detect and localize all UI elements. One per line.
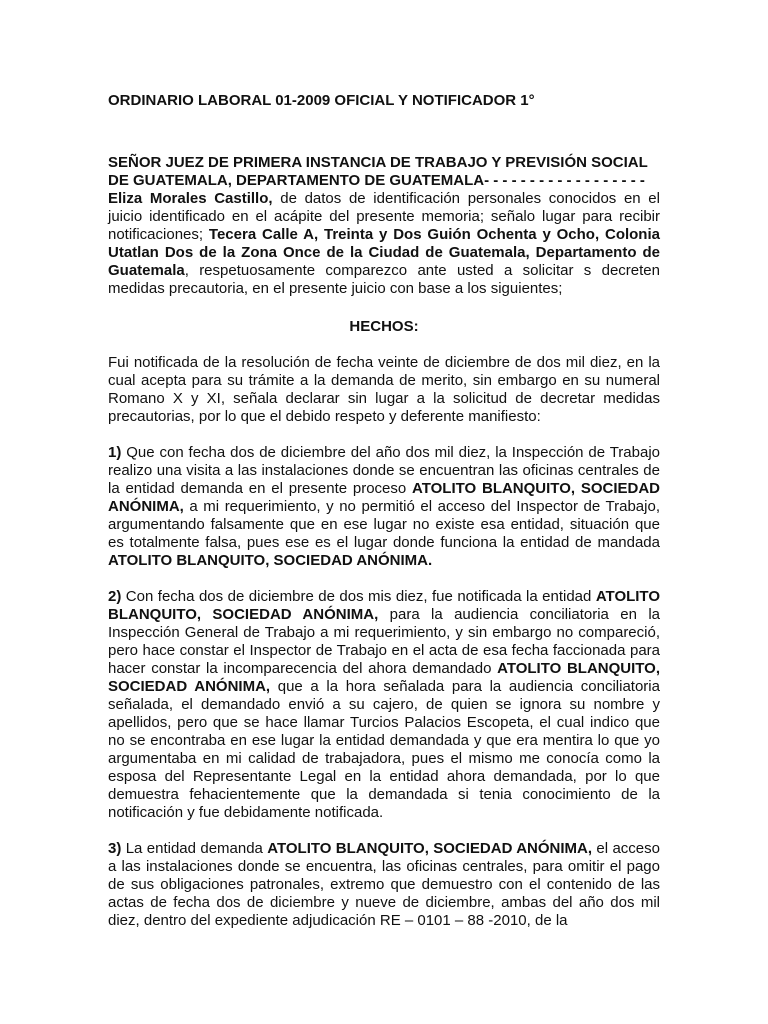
intro-text-2: , respetuosamente comparezco ante usted a solicitar s decreten medidas precautoria, en el presente juicio con base a los siguientes; <box>108 262 660 297</box>
fact-1-entity-2: ATOLITO BLANQUITO, SOCIEDAD ANÓNIMA. <box>108 552 433 569</box>
fact-2-entity-2: ATOLITO BLANQUITO, SOCIEDAD ANÓNIMA, <box>108 660 661 695</box>
fact-1-entity-1: ATOLITO BLANQUITO, SOCIEDAD ANÓNIMA, <box>108 480 660 515</box>
fact-2-entity-1: ATOLITO BLANQUITO, SOCIEDAD ANÓNIMA, <box>108 588 660 623</box>
intro-text-1: de datos de identificación personales conocidos en el juicio identificado en el acápite del presente memoria; señalo lugar para recibir notificaciones; <box>108 190 660 243</box>
notification-address: Tecera Calle A, Treinta y Dos Guión Ochenta y Ocho, Colonia Utatlan Dos de la Zona Once de la Ciudad de Guatemala, Departamento de Guatemala <box>108 226 660 279</box>
court-heading-line-1: SEÑOR JUEZ DE PRIMERA INSTANCIA DE TRABAJO Y PREVISIÓN SOCIAL <box>108 154 648 171</box>
fact-2-text-1: Con fecha dos de diciembre de dos mis diez, fue notificada la entidad <box>121 588 596 605</box>
fact-3-entity-1: ATOLITO BLANQUITO, SOCIEDAD ANÓNIMA, <box>267 840 593 857</box>
notification-paragraph: Fui notificada de la resolución de fecha veinte de diciembre de dos mil diez, en la cual acepta para su trámite a la demanda de merito, sin embargo en su numeral Romano X y XI, señala declarar sin lugar a la solicitud de decretar medidas precautorias, por lo que el debido respeto y deferente manifiesto: <box>108 354 660 425</box>
fact-paragraph-3 <box>108 840 660 930</box>
fact-number-3: 3) <box>108 840 122 857</box>
hechos-heading: HECHOS: <box>349 318 419 335</box>
intro-paragraph <box>108 190 660 298</box>
fact-paragraph-2 <box>108 588 660 822</box>
fact-3-text-2: el acceso a las instalaciones donde se encuentra, las oficinas centrales, para omitir el pago de sus obligaciones patronales, extremo que demuestro con el contenido de las actas de fecha dos de diciembre y nueve de diciembre, ambas del año dos mil diez, dentro del expediente adjudicación RE – 0101 – 88 -2010, de la <box>108 840 660 929</box>
fact-2-text-2: para la audiencia conciliatoria en la Inspección General de Trabajo a mi requerimiento, y sin embargo no compareció, pero hace constar el Inspector de Trabajo en el acta de esa fecha faccionada para hacer constar la incomparecencia del ahora demandado <box>108 606 661 677</box>
fact-number-2: 2) <box>108 588 122 605</box>
fact-1-text-1: Que con fecha dos de diciembre del año dos mil diez, la Inspección de Trabajo realizo una visita a las instalaciones donde se encuentran las oficinas centrales de la entidad demanda en el presente proceso <box>108 444 660 497</box>
court-heading <box>108 154 660 190</box>
court-heading-line-2: DE GUATEMALA, DEPARTAMENTO DE GUATEMALA- - - - - - - - - - - - - - - - - - <box>108 172 645 189</box>
fact-3-text-1: La entidad demanda <box>121 840 268 857</box>
fact-1-text-2: a mi requerimiento, y no permitió el acceso del Inspector de Trabajo, argumentando falsamente que en ese lugar no existe esa entidad, situación que es totalmente falsa, pues ese es el lugar donde funciona la entidad de mandada <box>108 498 660 551</box>
fact-number-1: 1) <box>108 444 122 461</box>
document-title: ORDINARIO LABORAL 01-2009 OFICIAL Y NOTIFICADOR 1° <box>108 92 535 109</box>
fact-2-text-3: que a la hora señalada para la audiencia conciliatoria señalada, el demandado envió a su cajero, de quien se ignora su nombre y apellidos, pero que se hace llamar Turcios Palacios Escopeta, el cual indico que no se encontraba en ese lugar la entidad demandada y que era mentira lo que yo argumentaba en mi calidad de trabajadora, pues el mismo me conocía como la esposa del Representante Legal en la entidad ahora demandada, por lo que demuestra fehacientemente que la demandada si tenia conocimiento de la notificación y fue debidamente notificada. <box>108 678 660 821</box>
plaintiff-name: Eliza Morales Castillo, <box>108 190 273 207</box>
fact-paragraph-1 <box>108 444 660 570</box>
